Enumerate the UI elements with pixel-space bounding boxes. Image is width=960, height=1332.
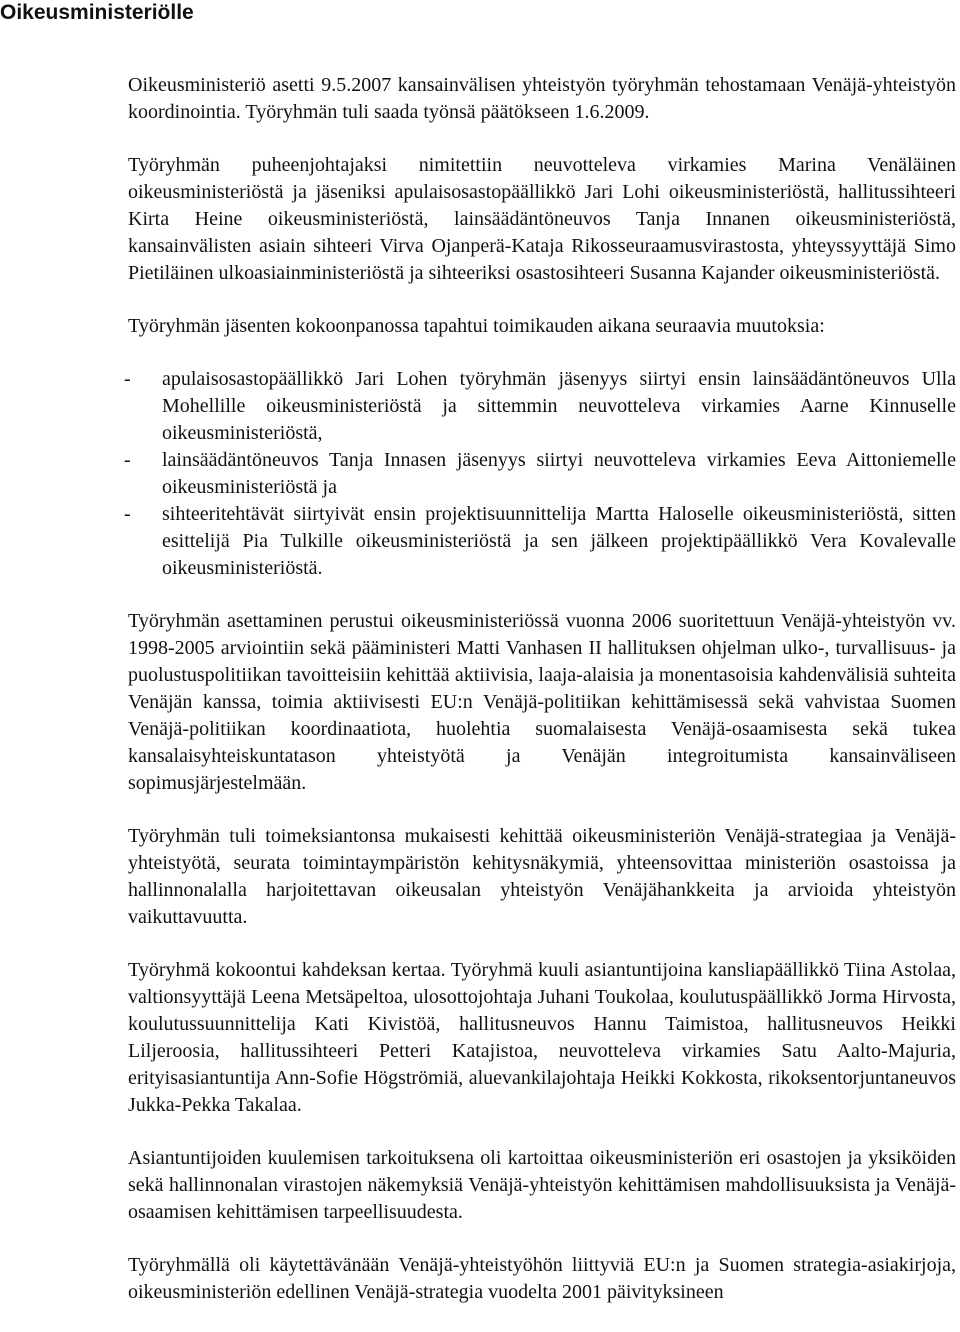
paragraph-composition-changes: Työryhmän jäsenten kokoonpanossa tapahtui toimikauden aikana seuraavia muutoksia:: [128, 315, 825, 337]
list-item: [124, 366, 956, 447]
changes-list: [124, 366, 956, 582]
list-item-text: lainsäädäntöneuvos Tanja Innasen jäsenyys siirtyi neuvotteleva virkamies Eeva Aittoniemelle oikeusministeriöstä ja: [162, 449, 956, 498]
list-dash: -: [124, 503, 131, 525]
list-dash: -: [124, 368, 131, 390]
document-body: [124, 72, 956, 1332]
paragraph-members: Työryhmän puheenjohtajaksi nimitettiin neuvotteleva virkamies Marina Venäläinen oikeusministeriöstä ja jäseniksi apulaisosastopäällikkö Jari Lohi oikeusministeriöstä, hallitussihteeri Kirta Heine oikeusministeriöstä, lainsäädäntöneuvos Tanja Innanen oikeusministeriöstä, kansainvälisten asiain sihteeri Virva Ojanperä-Kataja Rikosseuraamusvirastosta, yhteyssyyttäjä Simo Pietiläinen ulkoasiainministeriöstä ja sihteeriksi osastosihteeri Susanna Kajander oikeusministeriöstä.: [128, 154, 956, 284]
paragraph-appointment: Oikeusministeriö asetti 9.5.2007 kansainvälisen yhteistyön työryhmän tehostamaan Venäjä-yhteistyön koordinointia. Työryhmän tuli saada työnsä päätökseen 1.6.2009.: [128, 74, 956, 123]
page-title: Oikeusministeriölle: [0, 1, 194, 24]
list-item-text: sihteeritehtävät siirtyivät ensin projektisuunnittelija Martta Haloselle oikeusministeriöstä, sitten esittelijä Pia Tulkille oikeusministeriöstä ja sen jälkeen projektipäällikkö Vera Kovalevalle oikeusministeriöstä.: [162, 503, 956, 579]
paragraph-hearing-purpose: Asiantuntijoiden kuulemisen tarkoituksena oli kartoittaa oikeusministeriön eri osastojen ja yksiköiden sekä hallinnonalan virastojen näkemyksiä Venäjä-yhteistyön kehittämisen mahdollisuuksista ja Venäjä-osaamisen kehittämisen tarpeellisuudesta.: [128, 1147, 956, 1223]
list-item: [124, 447, 956, 501]
list-item: [124, 501, 956, 582]
paragraph-meetings-experts: Työryhmä kokoontui kahdeksan kertaa. Työryhmä kuuli asiantuntijoina kansliapäällikkö Tiina Astolaa, valtionsyyttäjä Leena Metsäpeltoa, ulosottojohtaja Juhani Toukolaa, koulutuspäällikkö Jorma Hirvosta, koulutussuunnittelija Kati Kivistöä, hallitusneuvos Hannu Taimistoa, hallitusneuvos Heikki Liljeroosia, hallitussihteeri Petteri Katajistoa, neuvotteleva virkamies Satu Aalto-Majuria, erityisasiantuntija Ann-Sofie Högströmiä, aluevankilajohtaja Heikki Kokkosta, rikoksentorjuntaneuvos Jukka-Pekka Takalaa.: [128, 959, 956, 1116]
paragraph-materials: Työryhmällä oli käytettävänään Venäjä-yhteistyöhön liittyviä EU:n ja Suomen strategia-asiakirjoja, oikeusministeriön edellinen Venäjä-strategia vuodelta 2001 päivityksineen: [128, 1254, 956, 1303]
paragraph-background: Työryhmän asettaminen perustui oikeusministeriössä vuonna 2006 suoritettuun Venäjä-yhteistyön vv. 1998-2005 arviointiin sekä pääministeri Matti Vanhasen II hallituksen ohjelman ulko-, turvallisuus- ja puolustuspolitiikan tavoitteisiin kehittää aktiivisia, laaja-alaisia ja monentasoisia kahdenvälisiä suhteita Venäjän kanssa, toimia aktiivisesti EU:n Venäjä-politiikan kehittämisessä sekä vahvistaa Suomen Venäjä-politiikan koordinaatiota, huolehtia suomalaisesta Venäjä-osaamisesta sekä tukea kansalaisyhteiskuntatason yhteistyötä ja Venäjän integroitumista kansainväliseen sopimusjärjestelmään.: [128, 610, 956, 794]
paragraph-mandate: Työryhmän tuli toimeksiantonsa mukaisesti kehittää oikeusministeriön Venäjä-strategiaa ja Venäjä-yhteistyötä, seurata toimintaympäristön kehitysnäkymiä, yhteensovittaa ministeriön osastoissa ja hallinnonalalla harjoitettavan oikeusalan yhteistyön Venäjähankkeita ja arvioida yhteistyön vaikuttavuutta.: [128, 825, 956, 928]
list-dash: -: [124, 449, 131, 471]
list-item-text: apulaisosastopäällikkö Jari Lohen työryhmän jäsenyys siirtyi ensin lainsäädäntöneuvos Ulla Mohellille oikeusministeriöstä ja sittemmin neuvotteleva virkamies Aarne Kinnuselle oikeusministeriöstä,: [162, 368, 956, 444]
